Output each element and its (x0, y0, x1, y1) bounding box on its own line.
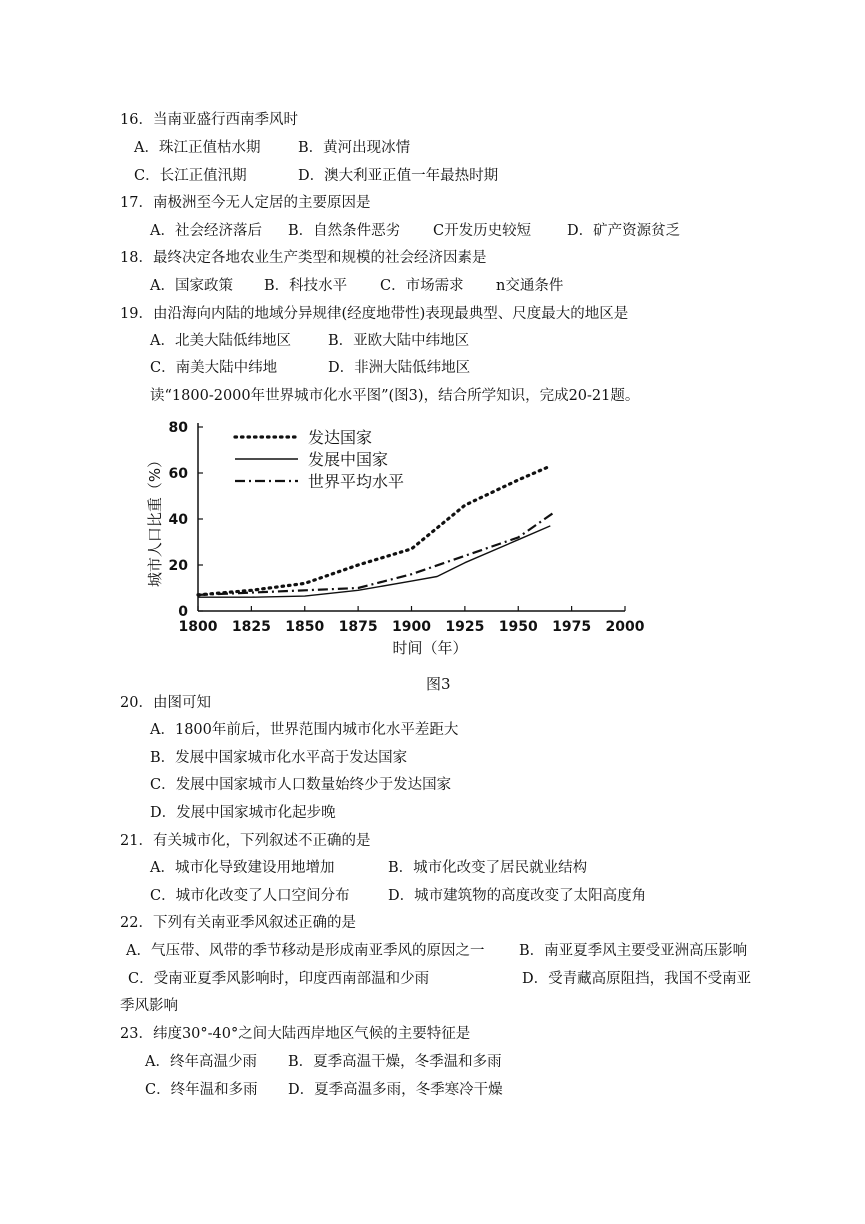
q19-option-b: B．亚欧大陆中纬地区 (328, 333, 470, 349)
q16-option-a: A．珠江正值枯水期 (134, 140, 261, 156)
x-tick-label: 1925 (445, 619, 485, 635)
q21-option-b: B．城市化改变了居民就业结构 (388, 860, 588, 876)
legend-label-2: 世界平均水平 (308, 472, 405, 491)
q19-stem: 19．由沿海向内陆的地域分异规律(经度地带性)表现最典型、尺度最大的地区是 (120, 306, 629, 322)
chart-axes (169, 420, 645, 635)
x-tick-label: 1850 (285, 619, 325, 635)
q18-option-c: C．市场需求 (380, 278, 464, 294)
q21-option-d: D．城市建筑物的高度改变了太阳高度角 (388, 888, 647, 904)
q17-stem: 17．南极洲至今无人定居的主要原因是 (120, 195, 371, 211)
q21-stem: 21．有关城市化，下列叙述不正确的是 (120, 833, 371, 849)
x-tick-label: 1900 (392, 619, 431, 635)
q16-option-c: C．长江正值汛期 (134, 168, 247, 184)
q18-option-a: A．国家政策 (150, 278, 233, 294)
q22-stem: 22．下列有关南亚季风叙述正确的是 (120, 915, 356, 931)
q16-option-d: D．澳大利亚正值一年最热时期 (298, 168, 499, 184)
q18-option-d: n交通条件 (496, 278, 564, 294)
q17-option-c: C开发历史较短 (433, 223, 532, 239)
y-tick-label: 20 (168, 558, 188, 574)
urbanization-chart (140, 415, 660, 665)
q22-option-d-line1: D．受青藏高原阻挡，我国不受南亚 (522, 971, 752, 987)
q21-option-a: A．城市化导致建设用地增加 (150, 860, 335, 876)
legend-label-0: 发达国家 (308, 428, 373, 447)
q19-option-d: D．非洲大陆低纬地区 (328, 360, 471, 376)
q20-option-d: D．发展中国家城市化起步晚 (150, 805, 336, 821)
q20-option-b: B．发展中国家城市化水平高于发达国家 (150, 750, 408, 766)
q22-option-b: B．南亚夏季风主要受亚洲高压影响 (519, 943, 748, 959)
x-tick-label: 1800 (178, 619, 218, 635)
q21-option-c: C．城市化改变了人口空间分布 (150, 888, 350, 904)
q23-option-a: A．终年高温少雨 (145, 1054, 257, 1070)
x-tick-label: 1975 (552, 619, 592, 635)
q23-option-d: D．夏季高温多雨，冬季寒冷干燥 (288, 1082, 503, 1098)
q17-option-a: A．社会经济落后 (150, 223, 262, 239)
q16-option-b: B．黄河出现冰情 (298, 140, 411, 156)
y-tick-label: 80 (168, 420, 188, 436)
x-tick-label: 1825 (231, 619, 271, 635)
q23-stem: 23．纬度30°-40°之间大陆西岸地区气候的主要特征是 (120, 1026, 471, 1042)
x-tick-label: 2000 (605, 619, 645, 635)
q22-option-d-line2: 季风影响 (120, 998, 178, 1014)
y-tick-label: 0 (178, 604, 188, 620)
q23-option-c: C．终年温和多雨 (145, 1082, 258, 1098)
q23-option-b: B．夏季高温干燥，冬季温和多雨 (288, 1054, 502, 1070)
q20-option-a: A．1800年前后，世界范围内城市化水平差距大 (150, 722, 459, 738)
y-tick-label: 40 (168, 512, 188, 528)
q20-stem: 20．由图可知 (120, 695, 211, 711)
y-axis-label: 城市人口比重（%） (146, 452, 164, 588)
y-tick-label: 60 (168, 466, 188, 482)
legend-label-1: 发展中国家 (308, 450, 389, 469)
x-axis-label: 时间（年） (392, 639, 468, 657)
q20-option-c: C．发展中国家城市人口数量始终少于发达国家 (150, 777, 452, 793)
series-line-2 (198, 512, 555, 595)
q17-option-d: D．矿产资源贫乏 (567, 223, 681, 239)
figure-intro: 读“1800-2000年世界城市化水平图”(图3)，结合所学知识，完成20-21题。 (150, 388, 640, 404)
figure-caption: 图3 (426, 675, 451, 693)
x-tick-label: 1875 (338, 619, 378, 635)
q16-stem: 16．当南亚盛行西南季风时 (120, 112, 298, 128)
q19-option-c: C．南美大陆中纬地 (150, 360, 278, 376)
q22-option-a: A．气压带、风带的季节移动是形成南亚季风的原因之一 (126, 943, 485, 959)
q17-option-b: B．自然条件恶劣 (288, 223, 401, 239)
x-tick-label: 1950 (498, 619, 538, 635)
series-line-1 (198, 526, 550, 597)
q19-option-a: A．北美大陆低纬地区 (150, 333, 291, 349)
q22-option-c: C．受南亚夏季风影响时，印度西南部温和少雨 (128, 971, 430, 987)
q18-stem: 18．最终决定各地农业生产类型和规模的社会经济因素是 (120, 250, 487, 266)
chart-legend (235, 428, 404, 491)
q18-option-b: B．科技水平 (264, 278, 348, 294)
